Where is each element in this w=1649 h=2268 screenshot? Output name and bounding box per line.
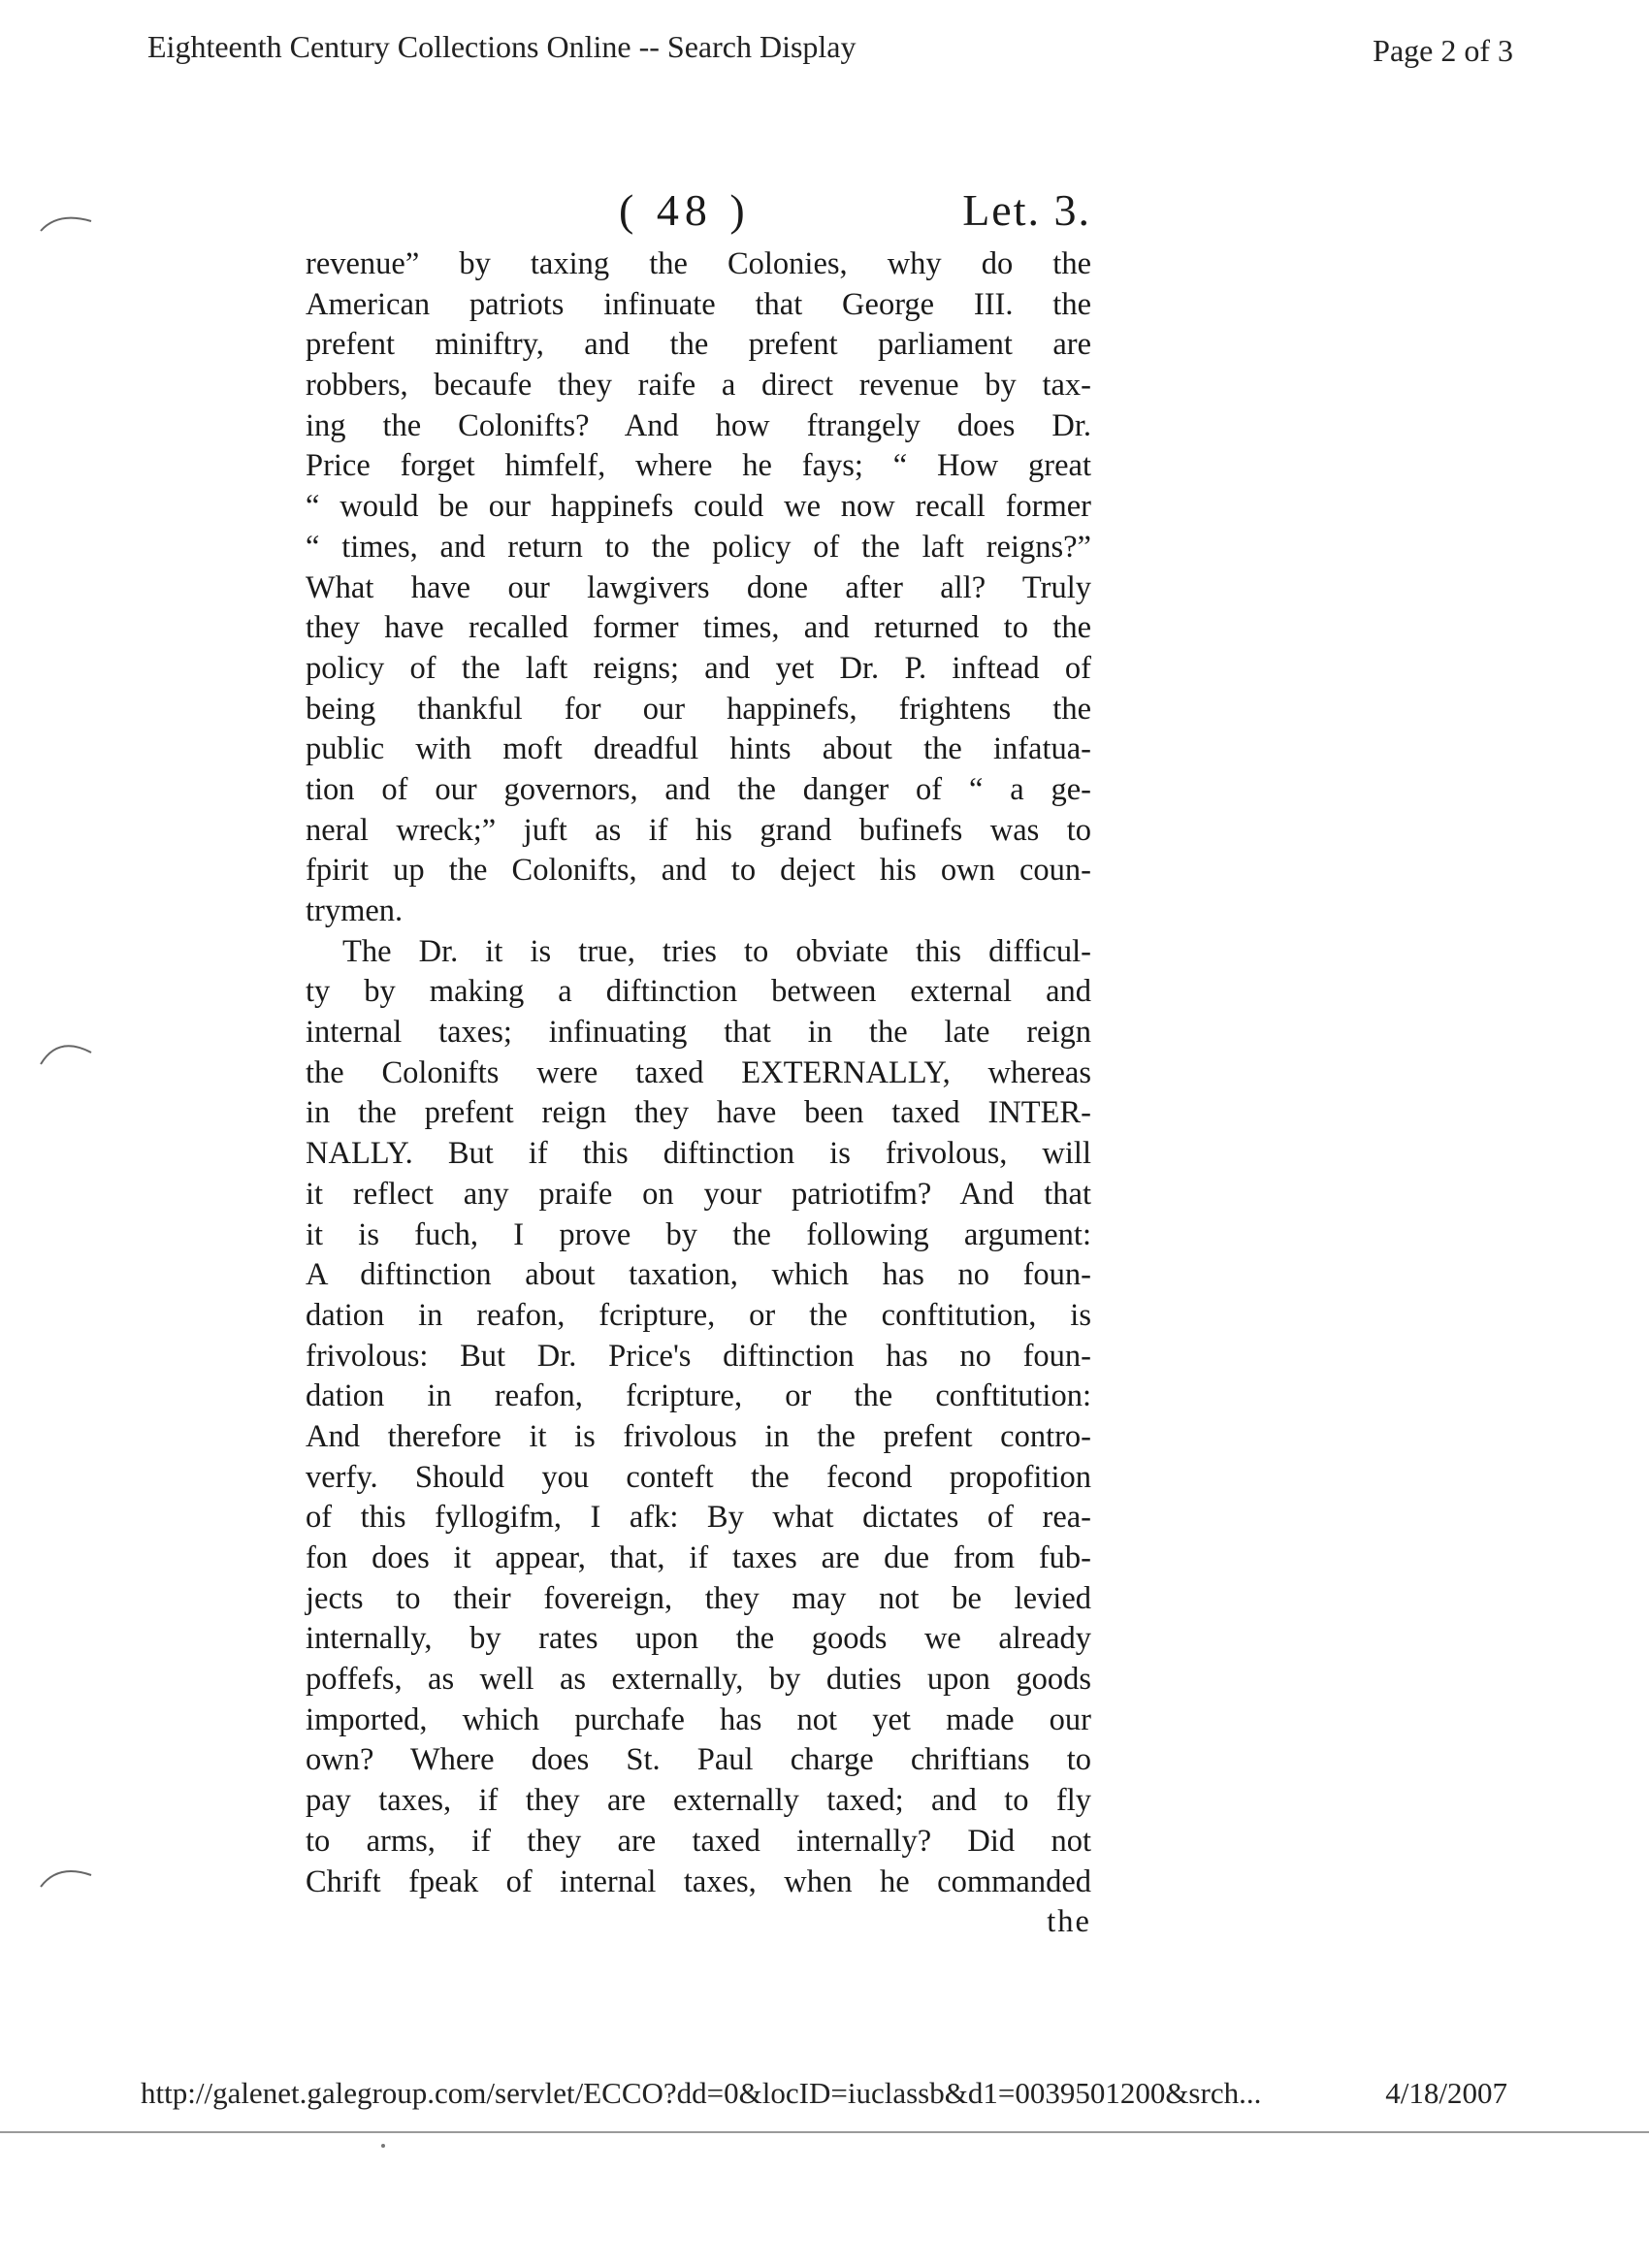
text-line: The Dr. it is true, tries to obviate this difficul-	[342, 933, 1091, 969]
text-line: being thankful for our happinefs, frightens the	[306, 691, 1091, 727]
text-line: neral wreck;” juft as if his grand bufinefs was to	[306, 812, 1091, 848]
text-line: frivolous: But Dr. Price's diftinction has no foun-	[306, 1338, 1091, 1374]
text-line: it reflect any praife on your patriotifm? And that	[306, 1176, 1091, 1212]
text-line: NALLY. But if this diftinction is frivolous, will	[306, 1136, 1091, 1172]
text-line: dation in reafon, fcripture, or the conftitution:	[306, 1378, 1091, 1414]
scan-mark-arc	[37, 204, 95, 243]
book-page	[306, 184, 1091, 1943]
page-indicator: Page 2 of 3	[1373, 33, 1513, 68]
text-line: verfy. Should you conteft the fecond propofition	[306, 1459, 1091, 1495]
text-line: it is fuch, I prove by the following argument:	[306, 1216, 1091, 1252]
text-line: imported, which purchafe has not yet made our	[306, 1701, 1091, 1737]
text-line: the Colonifts were taxed EXTERNALLY, whereas	[306, 1054, 1091, 1090]
catchword: the	[1047, 1904, 1091, 1940]
text-line: American patriots infinuate that George III. the	[306, 286, 1091, 322]
text-line: jects to their fovereign, they may not be levied	[306, 1580, 1091, 1616]
text-line: What have our lawgivers done after all? Truly	[306, 569, 1091, 605]
text-line: Price forget himfelf, where he fays; “ How great	[306, 448, 1091, 484]
text-line: ing the Colonifts? And how ftrangely does Dr.	[306, 407, 1091, 443]
page-number: ( 48 )	[619, 185, 751, 235]
text-line: “ times, and return to the policy of the laft reigns?”	[306, 529, 1091, 565]
source-url: http://galenet.galegroup.com/servlet/ECCO?dd=0&locID=iuclassb&d1=0039501200&srch...	[141, 2076, 1262, 2110]
text-line: internally, by rates upon the goods we already	[306, 1621, 1091, 1657]
text-line: ty by making a diftinction between external and	[306, 974, 1091, 1010]
text-line: of this fyllogifm, I afk: By what dictates of rea-	[306, 1500, 1091, 1536]
text-line: pay taxes, if they are externally taxed; and to fly	[306, 1783, 1091, 1819]
text-line: prefent miniftry, and the prefent parliament are	[306, 327, 1091, 363]
text-line: own? Where does St. Paul charge chriftians to	[306, 1742, 1091, 1778]
text-line: revenue” by taxing the Colonies, why do the	[306, 246, 1091, 281]
running-head	[306, 184, 1091, 244]
text-line: fon does it appear, that, if taxes are due from fub-	[306, 1540, 1091, 1575]
scan-mark-arc	[37, 1033, 95, 1072]
text-line: they have recalled former times, and returned to the	[306, 610, 1091, 646]
footer-divider	[0, 2131, 1649, 2133]
text-line: A diftinction about taxation, which has no foun-	[306, 1257, 1091, 1293]
print-header-title: Eighteenth Century Collections Online -- Search Display	[147, 29, 857, 64]
text-line: in the prefent reign they have been taxed INTER-	[306, 1095, 1091, 1131]
text-line: “ would be our happinefs could we now recall former	[306, 489, 1091, 525]
text-line: poffefs, as well as externally, by duties upon goods	[306, 1662, 1091, 1698]
text-line: tion of our governors, and the danger of “ a ge-	[306, 771, 1091, 807]
text-line: dation in reafon, fcripture, or the conftitution, is	[306, 1297, 1091, 1333]
text-line: internal taxes; infinuating that in the late reign	[306, 1015, 1091, 1051]
text-line: fpirit up the Colonifts, and to deject his own coun-	[306, 853, 1091, 889]
text-line: public with moft dreadful hints about the infatua-	[306, 731, 1091, 767]
text-line: to arms, if they are taxed internally? Did not	[306, 1823, 1091, 1859]
print-date: 4/18/2007	[1385, 2076, 1507, 2110]
running-head-letter: Let. 3.	[962, 185, 1091, 235]
text-line: robbers, becaufe they raife a direct revenue by tax-	[306, 368, 1091, 404]
scan-speck	[381, 2144, 385, 2148]
text-line: trymen.	[306, 893, 404, 928]
text-line: policy of the laft reigns; and yet Dr. P. inftead of	[306, 650, 1091, 686]
text-line: And therefore it is frivolous in the prefent contro-	[306, 1418, 1091, 1454]
scan-mark-arc	[37, 1858, 95, 1896]
body-text	[306, 244, 1091, 1902]
text-line: Chrift fpeak of internal taxes, when he commanded	[306, 1863, 1091, 1899]
